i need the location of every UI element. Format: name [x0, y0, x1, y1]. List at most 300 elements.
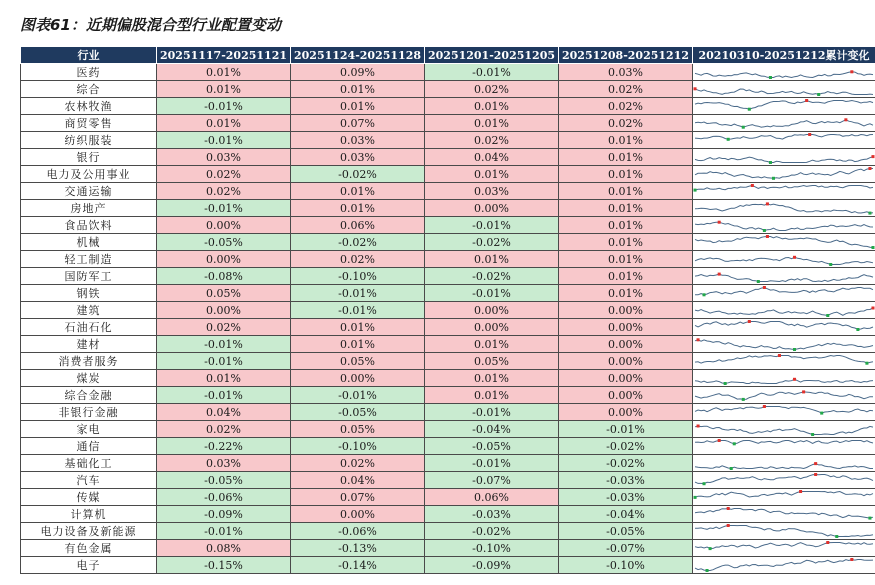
value-cell: -0.01% — [425, 404, 559, 421]
sparkline-max-marker — [751, 184, 754, 187]
sparkline-cell — [693, 506, 875, 523]
value-cell: 0.05% — [425, 353, 559, 370]
sparkline-min-marker — [742, 126, 745, 129]
sparkline-cell — [693, 438, 875, 455]
value-cell: -0.01% — [157, 98, 291, 115]
value-cell: 0.01% — [291, 200, 425, 217]
value-cell: -0.05% — [425, 438, 559, 455]
value-cell: 0.00% — [559, 336, 693, 353]
sparkline-min-marker — [793, 348, 796, 351]
sparkline-line — [695, 101, 873, 110]
value-cell: 0.03% — [157, 455, 291, 472]
sparkline-line — [695, 72, 873, 78]
sparkline-line — [695, 475, 873, 484]
sparkline-cell — [693, 166, 875, 183]
value-cell: -0.01% — [291, 285, 425, 302]
col-header-week4: 20251208-20251212 — [559, 47, 693, 64]
industry-cell: 非银行金融 — [21, 404, 157, 421]
value-cell: 0.03% — [559, 64, 693, 81]
value-cell: -0.05% — [559, 523, 693, 540]
sparkline-cell — [693, 353, 875, 370]
value-cell: -0.06% — [157, 489, 291, 506]
value-cell: 0.02% — [291, 455, 425, 472]
sparkline-cell — [693, 149, 875, 166]
sparkline-cell — [693, 302, 875, 319]
table-row — [21, 200, 875, 217]
sparkline-max-marker — [802, 390, 805, 393]
table-row — [21, 421, 875, 438]
value-cell: 0.01% — [425, 98, 559, 115]
value-cell: -0.02% — [559, 455, 693, 472]
sparkline — [693, 421, 875, 437]
sparkline — [693, 489, 875, 505]
value-cell: 0.01% — [425, 251, 559, 268]
value-cell: 0.00% — [425, 319, 559, 336]
sparkline-max-marker — [850, 70, 853, 73]
sparkline-cell — [693, 472, 875, 489]
industry-cell: 有色金属 — [21, 540, 157, 557]
sparkline-line — [695, 441, 873, 444]
sparkline-cell — [693, 336, 875, 353]
sparkline-max-marker — [697, 425, 700, 428]
sparkline-cell — [693, 183, 875, 200]
sparkline-line — [695, 379, 873, 383]
sparkline-line — [695, 509, 873, 519]
value-cell: 0.00% — [559, 319, 693, 336]
industry-cell: 房地产 — [21, 200, 157, 217]
value-cell: 0.01% — [157, 115, 291, 132]
sparkline — [693, 438, 875, 454]
value-cell: -0.13% — [291, 540, 425, 557]
sparkline-line — [695, 340, 873, 350]
sparkline-line — [695, 257, 873, 264]
sparkline-cell — [693, 81, 875, 98]
sparkline-max-marker — [793, 378, 796, 381]
sparkline-min-marker — [706, 569, 709, 572]
sparkline-cell — [693, 234, 875, 251]
value-cell: 0.04% — [425, 149, 559, 166]
value-cell: 0.00% — [291, 370, 425, 387]
value-cell: 0.01% — [291, 81, 425, 98]
value-cell: -0.07% — [559, 540, 693, 557]
value-cell: 0.01% — [157, 81, 291, 98]
value-cell: 0.09% — [291, 64, 425, 81]
sparkline-cell — [693, 115, 875, 132]
sparkline-max-marker — [766, 235, 769, 238]
value-cell: 0.02% — [157, 166, 291, 183]
sparkline — [693, 353, 875, 369]
industry-cell: 基础化工 — [21, 455, 157, 472]
sparkline-max-marker — [814, 473, 817, 476]
value-cell: -0.10% — [559, 557, 693, 574]
sparkline — [693, 540, 875, 556]
value-cell: 0.00% — [157, 217, 291, 234]
sparkline-min-marker — [733, 442, 736, 445]
sparkline-min-marker — [769, 161, 772, 164]
sparkline-min-marker — [865, 362, 868, 365]
value-cell: -0.02% — [425, 234, 559, 251]
table-row — [21, 404, 875, 421]
industry-cell: 电力及公用事业 — [21, 166, 157, 183]
value-cell: -0.01% — [157, 200, 291, 217]
sparkline-min-marker — [748, 108, 751, 111]
industry-cell: 石油石化 — [21, 319, 157, 336]
sparkline-cell — [693, 421, 875, 438]
sparkline-line — [695, 237, 873, 248]
value-cell: 0.01% — [157, 370, 291, 387]
value-cell: -0.14% — [291, 557, 425, 574]
value-cell: 0.02% — [425, 132, 559, 149]
value-cell: -0.01% — [559, 421, 693, 438]
sparkline-cell — [693, 285, 875, 302]
value-cell: 0.01% — [291, 336, 425, 353]
value-cell: 0.01% — [559, 183, 693, 200]
sparkline-min-marker — [817, 93, 820, 96]
industry-cell: 银行 — [21, 149, 157, 166]
sparkline-max-marker — [871, 307, 874, 310]
value-cell: -0.01% — [157, 523, 291, 540]
value-cell: 0.01% — [425, 370, 559, 387]
sparkline-min-marker — [820, 412, 823, 415]
table-row — [21, 557, 875, 574]
allocation-table — [20, 46, 875, 574]
value-cell: -0.01% — [291, 302, 425, 319]
industry-cell: 机械 — [21, 234, 157, 251]
sparkline-cell — [693, 540, 875, 557]
sparkline-line — [695, 356, 873, 364]
sparkline — [693, 183, 875, 199]
sparkline-min-marker — [856, 328, 859, 331]
value-cell: 0.00% — [559, 404, 693, 421]
sparkline-cell — [693, 370, 875, 387]
sparkline-line — [695, 169, 873, 179]
industry-cell: 消费者服务 — [21, 353, 157, 370]
table-row — [21, 149, 875, 166]
col-header-week3: 20251201-20251205 — [425, 47, 559, 64]
value-cell: 0.03% — [291, 132, 425, 149]
industry-cell: 食品饮料 — [21, 217, 157, 234]
value-cell: 0.01% — [559, 234, 693, 251]
value-cell: -0.06% — [291, 523, 425, 540]
value-cell: -0.01% — [425, 285, 559, 302]
value-cell: -0.04% — [425, 421, 559, 438]
value-cell: 0.00% — [559, 302, 693, 319]
industry-cell: 传媒 — [21, 489, 157, 506]
value-cell: 0.01% — [425, 387, 559, 404]
table-row — [21, 489, 875, 506]
sparkline-max-marker — [868, 167, 871, 170]
sparkline — [693, 64, 875, 80]
sparkline-max-marker — [694, 87, 697, 90]
value-cell: 0.01% — [291, 98, 425, 115]
sparkline-max-marker — [793, 256, 796, 259]
sparkline-line — [695, 89, 873, 95]
value-cell: -0.01% — [425, 217, 559, 234]
sparkline-min-marker — [703, 293, 706, 296]
industry-cell: 综合金融 — [21, 387, 157, 404]
col-header-week2: 20251124-20251128 — [291, 47, 425, 64]
industry-cell: 轻工制造 — [21, 251, 157, 268]
value-cell: -0.01% — [157, 387, 291, 404]
industry-cell: 建筑 — [21, 302, 157, 319]
sparkline-min-marker — [730, 467, 733, 470]
value-cell: 0.01% — [559, 132, 693, 149]
table-body — [21, 64, 875, 574]
value-cell: 0.00% — [157, 302, 291, 319]
sparkline-cell — [693, 64, 875, 81]
value-cell: 0.01% — [559, 149, 693, 166]
value-cell: 0.04% — [291, 472, 425, 489]
sparkline-line — [695, 543, 873, 549]
value-cell: 0.03% — [157, 149, 291, 166]
industry-cell: 医药 — [21, 64, 157, 81]
sparkline-line — [695, 322, 873, 330]
table-row — [21, 438, 875, 455]
sparkline-max-marker — [727, 524, 730, 527]
value-cell: -0.10% — [425, 540, 559, 557]
sparkline-min-marker — [763, 229, 766, 232]
table-row — [21, 523, 875, 540]
col-header-cumulative: 20210310-20251212累计变化 — [693, 47, 875, 64]
sparkline-max-marker — [748, 320, 751, 323]
sparkline-line — [695, 157, 873, 163]
sparkline-max-marker — [763, 405, 766, 408]
sparkline-max-marker — [799, 490, 802, 493]
table-row — [21, 132, 875, 149]
sparkline-min-marker — [757, 280, 760, 283]
sparkline-cell — [693, 387, 875, 404]
table-row — [21, 217, 875, 234]
sparkline — [693, 268, 875, 284]
sparkline-line — [695, 274, 873, 281]
sparkline — [693, 149, 875, 165]
value-cell: 0.06% — [291, 217, 425, 234]
sparkline-max-marker — [718, 273, 721, 276]
sparkline — [693, 523, 875, 539]
table-row — [21, 166, 875, 183]
sparkline — [693, 115, 875, 131]
sparkline-min-marker — [694, 496, 697, 499]
sparkline-cell — [693, 217, 875, 234]
value-cell: -0.07% — [425, 472, 559, 489]
sparkline — [693, 166, 875, 182]
industry-cell: 煤炭 — [21, 370, 157, 387]
value-cell: -0.02% — [425, 268, 559, 285]
industry-cell: 钢铁 — [21, 285, 157, 302]
sparkline-min-marker — [868, 517, 871, 520]
value-cell: 0.00% — [157, 251, 291, 268]
value-cell: 0.01% — [559, 200, 693, 217]
sparkline-min-marker — [772, 177, 775, 180]
sparkline-max-marker — [808, 133, 811, 136]
sparkline-max-marker — [718, 439, 721, 442]
value-cell: 0.02% — [291, 251, 425, 268]
value-cell: 0.02% — [157, 319, 291, 336]
sparkline-cell — [693, 319, 875, 336]
value-cell: 0.05% — [291, 421, 425, 438]
table-row — [21, 251, 875, 268]
sparkline-line — [695, 492, 873, 498]
value-cell: 0.01% — [291, 183, 425, 200]
value-cell: 0.01% — [291, 319, 425, 336]
sparkline — [693, 98, 875, 114]
table-row — [21, 302, 875, 319]
sparkline-max-marker — [850, 558, 853, 561]
value-cell: -0.03% — [425, 506, 559, 523]
sparkline-max-marker — [727, 507, 730, 510]
sparkline-max-marker — [763, 286, 766, 289]
value-cell: -0.01% — [157, 336, 291, 353]
industry-cell: 计算机 — [21, 506, 157, 523]
table-row — [21, 285, 875, 302]
sparkline — [693, 285, 875, 301]
sparkline-line — [695, 308, 873, 316]
sparkline-line — [695, 464, 873, 469]
sparkline — [693, 319, 875, 335]
value-cell: 0.00% — [559, 353, 693, 370]
value-cell: -0.01% — [425, 64, 559, 81]
value-cell: -0.01% — [425, 455, 559, 472]
industry-cell: 国防军工 — [21, 268, 157, 285]
sparkline — [693, 251, 875, 267]
value-cell: 0.07% — [291, 115, 425, 132]
industry-cell: 家电 — [21, 421, 157, 438]
table-row — [21, 115, 875, 132]
value-cell: -0.10% — [291, 438, 425, 455]
col-header-week1: 20251117-20251121 — [157, 47, 291, 64]
value-cell: 0.01% — [559, 285, 693, 302]
value-cell: 0.07% — [291, 489, 425, 506]
industry-cell: 商贸零售 — [21, 115, 157, 132]
sparkline-line — [695, 407, 873, 414]
value-cell: -0.02% — [291, 234, 425, 251]
value-cell: -0.08% — [157, 268, 291, 285]
value-cell: 0.00% — [559, 370, 693, 387]
value-cell: 0.08% — [157, 540, 291, 557]
sparkline-max-marker — [805, 99, 808, 102]
sparkline-max-marker — [871, 155, 874, 158]
value-cell: -0.03% — [559, 489, 693, 506]
value-cell: 0.04% — [157, 404, 291, 421]
sparkline-line — [695, 426, 873, 435]
table-row — [21, 336, 875, 353]
chart-title: 图表61：近期偏股混合型行业配置变动 — [20, 16, 281, 34]
value-cell: -0.02% — [559, 438, 693, 455]
sparkline — [693, 472, 875, 488]
table-row — [21, 234, 875, 251]
sparkline-max-marker — [718, 221, 721, 224]
sparkline — [693, 387, 875, 403]
sparkline — [693, 200, 875, 216]
value-cell: -0.01% — [291, 387, 425, 404]
sparkline — [693, 506, 875, 522]
sparkline-min-marker — [727, 138, 730, 141]
sparkline-min-marker — [835, 535, 838, 538]
table-row — [21, 183, 875, 200]
table-row — [21, 319, 875, 336]
value-cell: 0.01% — [559, 217, 693, 234]
value-cell: -0.09% — [425, 557, 559, 574]
value-cell: -0.01% — [157, 353, 291, 370]
sparkline-min-marker — [742, 398, 745, 401]
sparkline — [693, 302, 875, 318]
sparkline — [693, 455, 875, 471]
sparkline-cell — [693, 455, 875, 472]
value-cell: -0.09% — [157, 506, 291, 523]
industry-cell: 综合 — [21, 81, 157, 98]
value-cell: -0.10% — [291, 268, 425, 285]
sparkline-line — [695, 288, 873, 295]
sparkline-max-marker — [766, 202, 769, 205]
sparkline-cell — [693, 489, 875, 506]
value-cell: 0.00% — [425, 200, 559, 217]
table-row — [21, 540, 875, 557]
sparkline-line — [695, 222, 873, 230]
industry-cell: 纺织服装 — [21, 132, 157, 149]
sparkline-max-marker — [826, 541, 829, 544]
value-cell: 0.05% — [291, 353, 425, 370]
value-cell: 0.05% — [157, 285, 291, 302]
sparkline — [693, 557, 875, 573]
value-cell: 0.01% — [559, 251, 693, 268]
sparkline-cell — [693, 200, 875, 217]
sparkline-max-marker — [778, 354, 781, 357]
value-cell: 0.01% — [425, 115, 559, 132]
industry-cell: 通信 — [21, 438, 157, 455]
table-row — [21, 64, 875, 81]
value-cell: 0.02% — [559, 81, 693, 98]
value-cell: 0.02% — [559, 115, 693, 132]
value-cell: 0.03% — [425, 183, 559, 200]
value-cell: 0.01% — [559, 268, 693, 285]
sparkline-max-marker — [697, 338, 700, 341]
value-cell: 0.01% — [425, 336, 559, 353]
sparkline-cell — [693, 523, 875, 540]
sparkline — [693, 234, 875, 250]
sparkline-min-marker — [703, 482, 706, 485]
industry-cell: 建材 — [21, 336, 157, 353]
sparkline — [693, 132, 875, 148]
value-cell: 0.00% — [291, 506, 425, 523]
value-cell: 0.06% — [425, 489, 559, 506]
value-cell: 0.03% — [291, 149, 425, 166]
sparkline-min-marker — [868, 212, 871, 215]
sparkline-min-marker — [694, 189, 697, 192]
industry-cell: 电力设备及新能源 — [21, 523, 157, 540]
industry-cell: 电子 — [21, 557, 157, 574]
sparkline — [693, 370, 875, 386]
table-row — [21, 370, 875, 387]
table-row — [21, 98, 875, 115]
table-row — [21, 353, 875, 370]
sparkline-cell — [693, 98, 875, 115]
table-row — [21, 506, 875, 523]
sparkline-line — [695, 186, 873, 191]
sparkline-cell — [693, 268, 875, 285]
value-cell: 0.02% — [157, 183, 291, 200]
sparkline-cell — [693, 557, 875, 574]
sparkline-min-marker — [826, 314, 829, 317]
sparkline — [693, 404, 875, 420]
table-row — [21, 472, 875, 489]
sparkline-min-marker — [811, 433, 814, 436]
table-row — [21, 387, 875, 404]
header-row — [21, 47, 875, 64]
sparkline-min-marker — [709, 547, 712, 550]
value-cell: -0.05% — [291, 404, 425, 421]
value-cell: -0.15% — [157, 557, 291, 574]
table-row — [21, 268, 875, 285]
